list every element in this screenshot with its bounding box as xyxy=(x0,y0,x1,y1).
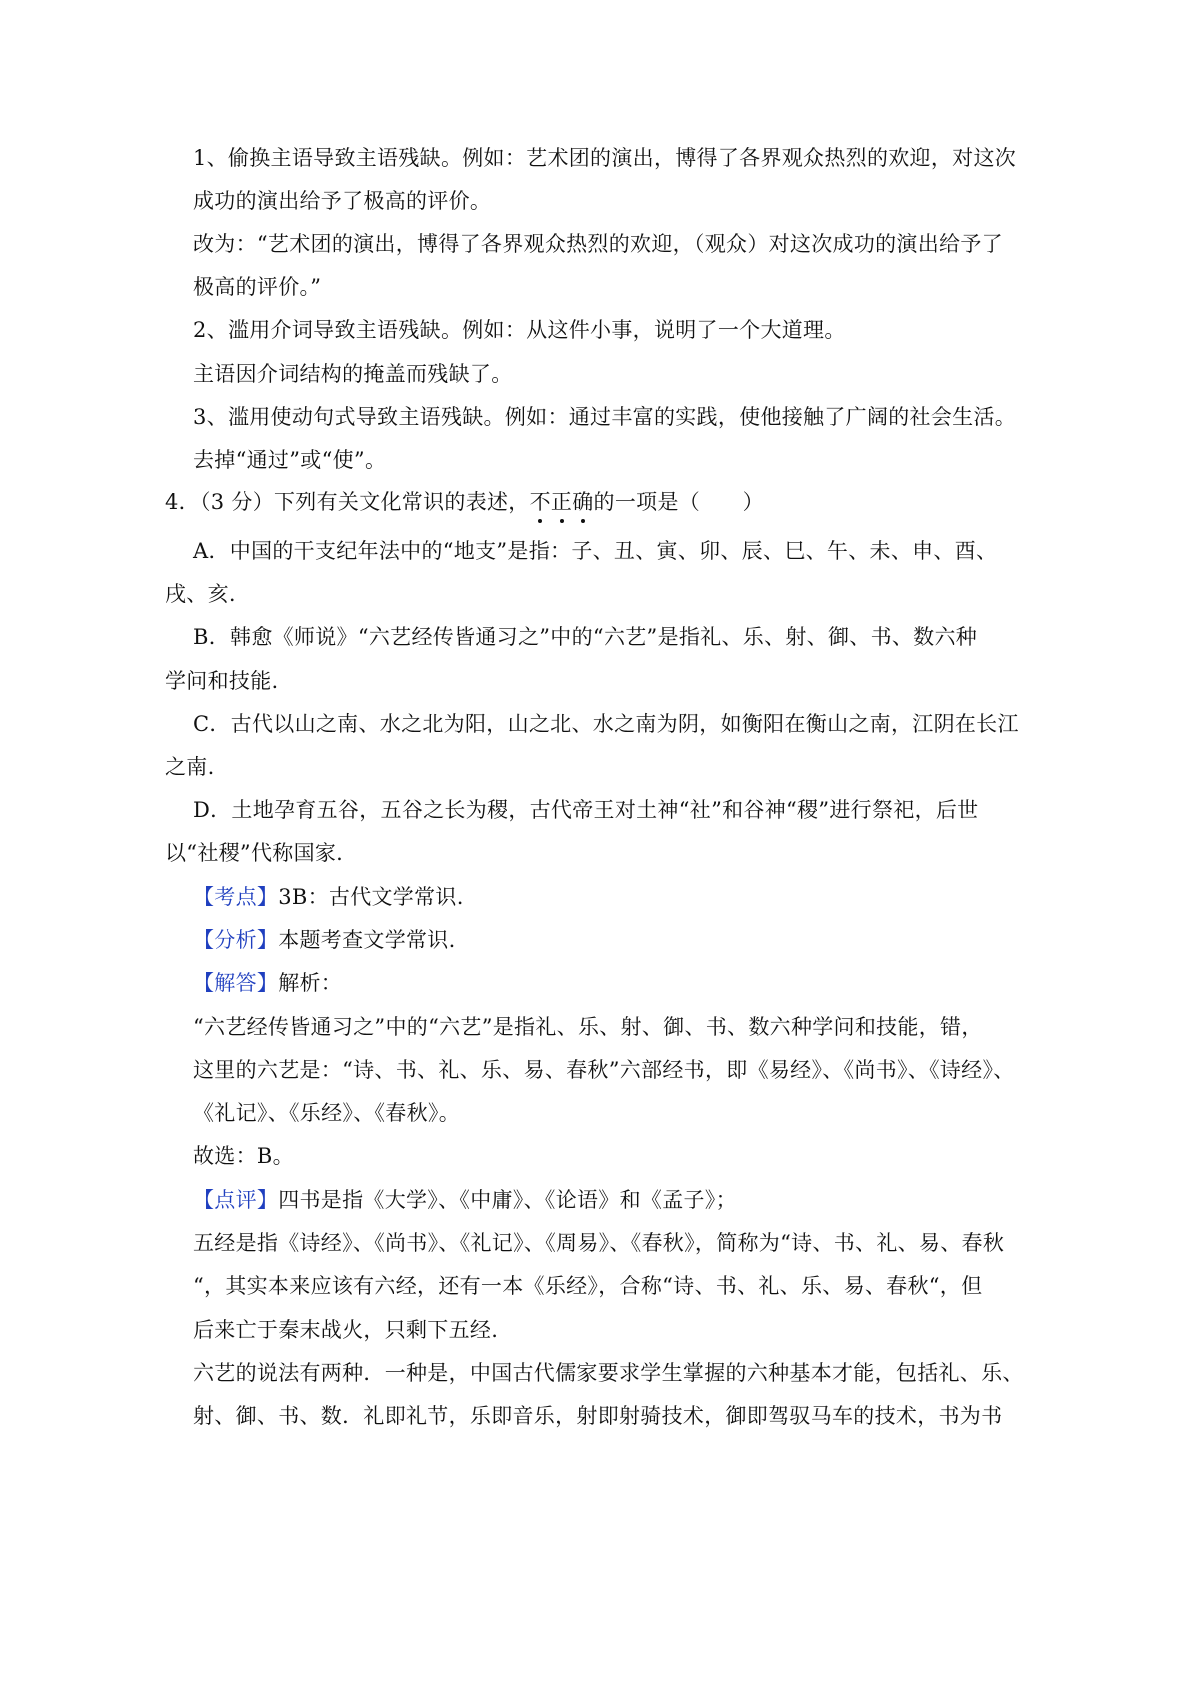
text-line: 2、滥用介词导致主语残缺。例如：从这件小事，说明了一个大道理。 xyxy=(193,318,846,342)
option-a-line: 戌、亥. xyxy=(165,582,236,606)
text-line: 改为：“艺术团的演出，博得了各界观众热烈的欢迎，（观众）对这次成功的演出给予了 xyxy=(193,232,1003,256)
option-d-line: D．土地孕育五谷，五谷之长为稷，古代帝王对土神“社”和谷神“稷”进行祭祀，后世 xyxy=(193,798,979,822)
answer-line: 故选：B。 xyxy=(193,1144,294,1168)
text-line: 去掉“通过”或“使”。 xyxy=(193,448,387,472)
answer-line: 这里的六艺是：“诗、书、礼、乐、易、春秋”六部经书，即《易经》、《尚书》、《诗经》、 xyxy=(193,1058,1015,1082)
option-c-line: 之南. xyxy=(165,755,215,779)
comment-line: “，其实本来应该有六经，还有一本《乐经》，合称“诗、书、礼、乐、易、春秋“，但 xyxy=(193,1274,983,1298)
jieda-line xyxy=(193,968,342,998)
comment-line: 五经是指《诗经》、《尚书》、《礼记》、《周易》、《春秋》，简称为“诗、书、礼、易、春秋 xyxy=(193,1231,1005,1255)
text-line: 3、滥用使动句式导致主语残缺。例如：通过丰富的实践，使他接触了广阔的社会生活。 xyxy=(193,405,1017,429)
answer-line: “六艺经传皆通习之”中的“六艺”是指礼、乐、射、御、书、数六种学问和技能，错， xyxy=(193,1015,983,1039)
kaodian-tag: 【考点】 xyxy=(193,885,279,909)
emphasis-char: 正 xyxy=(551,487,572,517)
text-line: 成功的演出给予了极高的评价。 xyxy=(193,189,492,213)
question-suffix: 的一项是（ ） xyxy=(593,490,764,514)
jieda-text: 解析： xyxy=(278,971,343,995)
option-b-line: 学问和技能. xyxy=(165,669,279,693)
question-stem xyxy=(165,487,764,517)
text-line: 1、偷换主语导致主语残缺。例如：艺术团的演出，博得了各界观众热烈的欢迎，对这次 xyxy=(193,146,1017,170)
kaodian-text: 3B：古代文学常识. xyxy=(278,885,464,909)
option-d-line: 以“社稷”代称国家. xyxy=(165,841,344,865)
dianping-tag: 【点评】 xyxy=(193,1188,279,1212)
fenxi-tag: 【分析】 xyxy=(193,928,279,952)
text-line: 极高的评价。” xyxy=(193,275,322,299)
emphasis-char: 确 xyxy=(572,487,593,517)
emphasis-char: 不 xyxy=(530,487,551,517)
option-a-line: A．中国的干支纪年法中的“地支”是指：子、丑、寅、卯、辰、巳、午、未、申、酉、 xyxy=(193,539,998,563)
text-line: 主语因介词结构的掩盖而残缺了。 xyxy=(193,362,513,386)
kaodian-line xyxy=(193,882,464,912)
fenxi-line xyxy=(193,925,456,955)
question-prefix: 4．（3 分）下列有关文化常识的表述， xyxy=(165,490,530,514)
comment-line: 后来亡于秦末战火，只剩下五经. xyxy=(193,1318,499,1342)
fenxi-text: 本题考查文学常识. xyxy=(278,928,456,952)
dianping-line xyxy=(193,1185,737,1215)
option-b-line: B．韩愈《师说》“六艺经传皆通习之”中的“六艺”是指礼、乐、射、御、书、数六种 xyxy=(193,625,978,649)
option-c-line: C．古代以山之南、水之北为阳，山之北、水之南为阴，如衡阳在衡山之南，江阴在长江 xyxy=(193,712,1019,736)
answer-line: 《礼记》、《乐经》、《春秋》。 xyxy=(193,1101,460,1125)
jieda-tag: 【解答】 xyxy=(193,971,279,995)
comment-line: 六艺的说法有两种．一种是，中国古代儒家要求学生掌握的六种基本才能，包括礼、乐、 xyxy=(193,1361,1024,1385)
comment-line: 射、御、书、数．礼即礼节，乐即音乐，射即射骑技术，御即驾驭马车的技术，书为书 xyxy=(193,1404,1003,1428)
dianping-text: 四书是指《大学》、《中庸》、《论语》和《孟子》； xyxy=(278,1188,737,1212)
